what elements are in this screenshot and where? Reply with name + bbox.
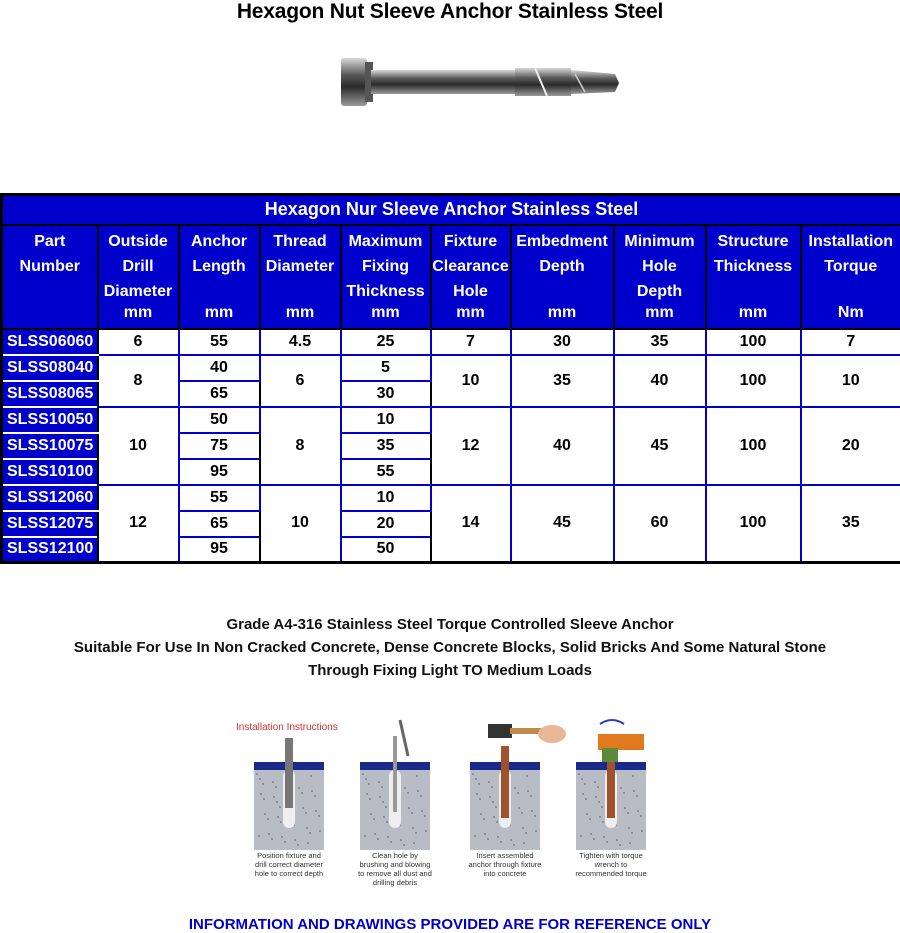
installation-step bbox=[469, 724, 566, 878]
column-header bbox=[98, 225, 179, 329]
column-header bbox=[260, 225, 341, 329]
page-title: Hexagon Nut Sleeve Anchor Stainless Steel bbox=[236, 0, 664, 23]
column-header bbox=[341, 225, 431, 329]
column-header-label: Anchor bbox=[191, 232, 247, 250]
value-cell: 55 bbox=[179, 329, 260, 355]
column-unit: mm bbox=[645, 303, 674, 321]
value-cell: 60 bbox=[614, 485, 706, 563]
column-unit: mm bbox=[285, 303, 315, 321]
value-cell: 40 bbox=[614, 355, 706, 407]
value-cell: 25 bbox=[341, 329, 431, 355]
description-line-1: Grade A4-316 Stainless Steel Torque Controlled Sleeve Anchor bbox=[226, 616, 674, 633]
installation-step-caption: hole to correct depth bbox=[254, 869, 324, 878]
value-cell: 12 bbox=[431, 407, 511, 485]
value-cell: 5 bbox=[341, 355, 431, 381]
column-header-label: Hole bbox=[642, 257, 677, 275]
column-header-label: Minimum bbox=[624, 232, 695, 250]
column-header-label: Fixing bbox=[361, 257, 410, 275]
value-cell: 100 bbox=[706, 329, 801, 355]
description-line-3: Through Fixing Light TO Medium Loads bbox=[308, 662, 592, 679]
part-number-cell: SLSS10075 bbox=[2, 433, 98, 459]
column-header-label: Embedment bbox=[516, 232, 608, 250]
column-header-label: Clearance bbox=[432, 257, 509, 275]
column-unit: mm bbox=[204, 303, 234, 321]
value-cell: 35 bbox=[341, 433, 431, 459]
column-header-label: Depth bbox=[636, 282, 683, 300]
value-cell: 10 bbox=[341, 407, 431, 433]
column-header bbox=[179, 225, 260, 329]
installation-step-caption: to remove all dust and bbox=[358, 869, 432, 878]
value-cell: 7 bbox=[801, 329, 900, 355]
column-header bbox=[614, 225, 706, 329]
table-row bbox=[2, 355, 900, 381]
value-cell: 95 bbox=[179, 537, 260, 563]
value-cell: 10 bbox=[431, 355, 511, 407]
installation-step-caption: anchor through fixture bbox=[468, 860, 542, 869]
value-cell: 55 bbox=[179, 485, 260, 511]
column-header-label: Length bbox=[192, 257, 246, 275]
value-cell: 50 bbox=[179, 407, 260, 433]
value-cell: 100 bbox=[706, 355, 801, 407]
column-header-label: Thickness bbox=[713, 257, 793, 275]
column-header-label: Maximum bbox=[348, 232, 423, 250]
part-number-cell: SLSS08040 bbox=[2, 355, 98, 381]
column-unit: mm bbox=[547, 303, 577, 321]
installation-step-caption: drill correct diameter bbox=[255, 860, 323, 869]
column-header-label: Outside bbox=[108, 232, 168, 250]
value-cell: 10 bbox=[98, 407, 179, 485]
value-cell: 35 bbox=[614, 329, 706, 355]
value-cell: 6 bbox=[260, 355, 341, 407]
installation-step-caption: wrench to bbox=[594, 860, 628, 869]
product-description bbox=[0, 613, 900, 682]
column-header bbox=[431, 225, 511, 329]
value-cell: 35 bbox=[511, 355, 614, 407]
sleeve-anchor-photo bbox=[335, 52, 625, 114]
installation-step-caption: Tighten with torque bbox=[579, 851, 643, 860]
reference-disclaimer: INFORMATION AND DRAWINGS PROVIDED ARE FOR REFERENCE ONLY bbox=[188, 916, 712, 933]
installation-step bbox=[575, 720, 646, 878]
value-cell: 12 bbox=[98, 485, 179, 563]
value-cell: 50 bbox=[341, 537, 431, 563]
column-unit: mm bbox=[456, 303, 485, 321]
part-number-cell: SLSS10050 bbox=[2, 407, 98, 433]
value-cell: 30 bbox=[511, 329, 614, 355]
value-cell: 75 bbox=[179, 433, 260, 459]
column-header-label: Thread bbox=[273, 232, 327, 250]
part-number-cell: SLSS12100 bbox=[2, 537, 98, 563]
installation-step-caption: Position fixture and bbox=[257, 851, 321, 860]
table-row bbox=[2, 485, 900, 511]
installation-step bbox=[358, 720, 432, 887]
value-cell: 95 bbox=[179, 459, 260, 485]
column-header-label: Thickness bbox=[346, 282, 425, 300]
column-header-label: Diameter bbox=[103, 282, 173, 300]
value-cell: 40 bbox=[511, 407, 614, 485]
value-cell: 35 bbox=[801, 485, 900, 563]
column-header-label: Diameter bbox=[265, 257, 335, 275]
installation-step bbox=[254, 738, 324, 878]
table-row bbox=[2, 407, 900, 433]
value-cell: 4.5 bbox=[260, 329, 341, 355]
value-cell: 10 bbox=[341, 485, 431, 511]
value-cell: 20 bbox=[801, 407, 900, 485]
installation-step-caption: Insert assembled bbox=[476, 851, 534, 860]
table-header-row bbox=[2, 225, 900, 329]
value-cell: 45 bbox=[614, 407, 706, 485]
value-cell: 55 bbox=[341, 459, 431, 485]
value-cell: 40 bbox=[179, 355, 260, 381]
column-header-label: Structure bbox=[717, 232, 789, 250]
part-number-cell: SLSS08065 bbox=[2, 381, 98, 407]
value-cell: 6 bbox=[98, 329, 179, 355]
installation-step-caption: into concrete bbox=[483, 869, 527, 878]
column-unit: Nm bbox=[837, 303, 864, 321]
value-cell: 100 bbox=[706, 485, 801, 563]
installation-step-caption: drilling debris bbox=[372, 878, 418, 887]
column-header bbox=[706, 225, 801, 329]
value-cell: 30 bbox=[341, 381, 431, 407]
column-header-label: Part bbox=[34, 232, 66, 250]
value-cell: 65 bbox=[179, 511, 260, 537]
column-unit: mm bbox=[123, 303, 153, 321]
spec-table bbox=[0, 193, 900, 564]
column-header bbox=[511, 225, 614, 329]
installation-step-caption: brushing and blowing bbox=[359, 860, 431, 869]
value-cell: 8 bbox=[260, 407, 341, 485]
column-header-label: Hole bbox=[453, 282, 488, 300]
table-caption: Hexagon Nur Sleeve Anchor Stainless Steel bbox=[2, 195, 900, 225]
part-number-cell: SLSS12060 bbox=[2, 485, 98, 511]
part-number-cell: SLSS12075 bbox=[2, 511, 98, 537]
value-cell: 14 bbox=[431, 485, 511, 563]
installation-instructions-diagram bbox=[232, 716, 668, 888]
column-header bbox=[801, 225, 900, 329]
column-header-label: Installation bbox=[808, 232, 893, 250]
column-header-label: Number bbox=[19, 257, 80, 275]
column-unit: mm bbox=[371, 303, 400, 321]
column-header-label: Torque bbox=[824, 257, 878, 275]
value-cell: 20 bbox=[341, 511, 431, 537]
column-header-label: Depth bbox=[539, 257, 585, 275]
installation-step-caption: recommended torque bbox=[575, 869, 647, 878]
column-header bbox=[2, 225, 98, 329]
value-cell: 10 bbox=[801, 355, 900, 407]
column-header-label: Fixture bbox=[443, 232, 498, 250]
installation-step-caption: Clean hole by bbox=[372, 851, 418, 860]
value-cell: 65 bbox=[179, 381, 260, 407]
part-number-cell: SLSS10100 bbox=[2, 459, 98, 485]
table-row bbox=[2, 329, 900, 355]
value-cell: 8 bbox=[98, 355, 179, 407]
value-cell: 100 bbox=[706, 407, 801, 485]
column-header-label: Drill bbox=[122, 257, 154, 275]
column-unit: mm bbox=[738, 303, 768, 321]
value-cell: 7 bbox=[431, 329, 511, 355]
part-number-cell: SLSS06060 bbox=[2, 329, 98, 355]
value-cell: 10 bbox=[260, 485, 341, 563]
value-cell: 45 bbox=[511, 485, 614, 563]
installation-heading: Installation Instructions bbox=[236, 722, 338, 733]
description-line-2: Suitable For Use In Non Cracked Concrete, Dense Concrete Blocks, Solid Bricks And Some Natural Stone bbox=[73, 639, 827, 656]
